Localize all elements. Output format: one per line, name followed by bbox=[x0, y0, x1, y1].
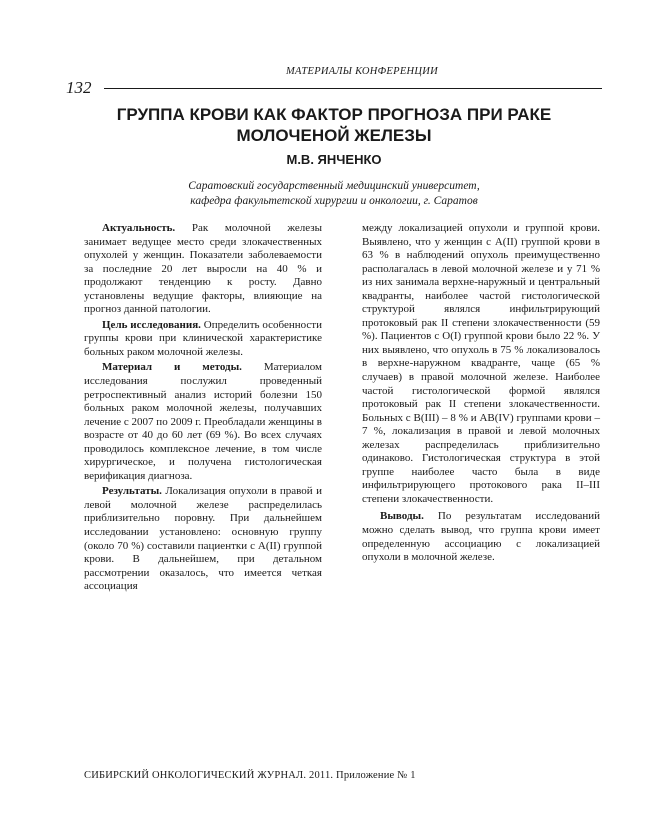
left-column bbox=[84, 222, 322, 596]
section-aim bbox=[84, 319, 322, 360]
section-text: Материалом исследования послужил проведенный ретроспективный анализ историй болезни 150 больных раком молочной железы, получавших лечение с 2007 по 2009 г. Преобладали женщины в возрасте от 40 до 60 лет (69 %). Во всех случаях проводилось комплексное лечение, в том числе хирургическое, и получена гистологическая верификация диагноза. bbox=[84, 361, 323, 482]
page-number: 132 bbox=[66, 78, 92, 97]
affiliation bbox=[66, 179, 602, 209]
section-conclusions bbox=[362, 510, 600, 564]
affiliation-line-1: Саратовский государственный медицинский университет, bbox=[188, 180, 480, 192]
section-text: Локализация опухоли в правой и левой молочной железе распределилась приблизительно поровну. При дальнейшем исследовании установлено: основную группу (около 70 %) составили пациентки с А(II) группой крови. В дальнейшем, при детальном рассмотрении оказалось, что имеется четкая ассоциация bbox=[84, 485, 322, 593]
section-results bbox=[84, 485, 322, 593]
right-column bbox=[362, 222, 600, 567]
section-methods bbox=[84, 361, 322, 483]
section-heading: Актуальность. bbox=[102, 222, 176, 234]
section-heading: Выводы. bbox=[380, 510, 424, 523]
section-relevance bbox=[84, 222, 322, 317]
running-head: МАТЕРИАЛЫ КОНФЕРЕНЦИИ bbox=[286, 66, 439, 77]
section-heading: Материал и методы. bbox=[102, 361, 242, 374]
results-continuation: между локализацией опухоли и группой крови. Выявлено, что у женщин с А(II) группой крови в 63 % в наблюдений опухоль преимущественно располагалась в левой молочной железе и у 71 % из них занимала верхне-наружный и центральный квадранты, наиболее частой гистологической структурой являлся инфильтрирующий протоковый рак II степени злокачественности (59 %). Пациентов с О(I) группой крови было 22 %. У них выявлено, что опухоль в 75 % локализовалось в верхне-наружном квадранте, чаще (65 % случаев) в правой молочной железе. Наиболее частой гистологической формой являлся протоковый рак II степени злокачественности. Больных с В(III) – 8 % и АВ(IV) группами крови – 7 %, локализация в правой и левой молочных железах распределилась приблизительно одинаково. Гистологическая структура в этой группе наиболее часто была в виде инфильтрирующего протокового рака II–III степени злокачественности. bbox=[362, 222, 600, 505]
section-text: Рак молочной железы занимает ведущее место среди злокачественных опухолей у женщин. Показатели заболеваемости за последние 20 лет выросли на 40 % и продолжают тенденцию к росту. Давно установлены ведущие факторы, влияющие на прогноз данной патологии. bbox=[84, 222, 323, 316]
affiliation-line-2: кафедра факультетской хирургии и онкологии, г. Саратов bbox=[190, 195, 478, 207]
header-rule bbox=[104, 88, 602, 89]
section-heading: Цель исследования. bbox=[102, 318, 201, 331]
section-heading: Результаты. bbox=[102, 485, 162, 498]
journal-footer: СИБИРСКИЙ ОНКОЛОГИЧЕСКИЙ ЖУРНАЛ. 2011. Приложение № 1 bbox=[84, 770, 416, 781]
section-text: По результатам исследований можно сделать вывод, что группа крови имеет определенную ассоциацию с локализацией опухоли в молочной железе. bbox=[362, 510, 600, 564]
section-text: Определить особенности группы крови при клинической характеристике больных раком молочной железы. bbox=[84, 318, 322, 358]
article-author: М.В. ЯНЧЕНКО bbox=[286, 152, 382, 167]
article-title: ГРУППА КРОВИ КАК ФАКТОР ПРОГНОЗА ПРИ РАКЕ МОЛОЧЕНОЙ ЖЕЛЕЗЫ bbox=[116, 105, 552, 145]
